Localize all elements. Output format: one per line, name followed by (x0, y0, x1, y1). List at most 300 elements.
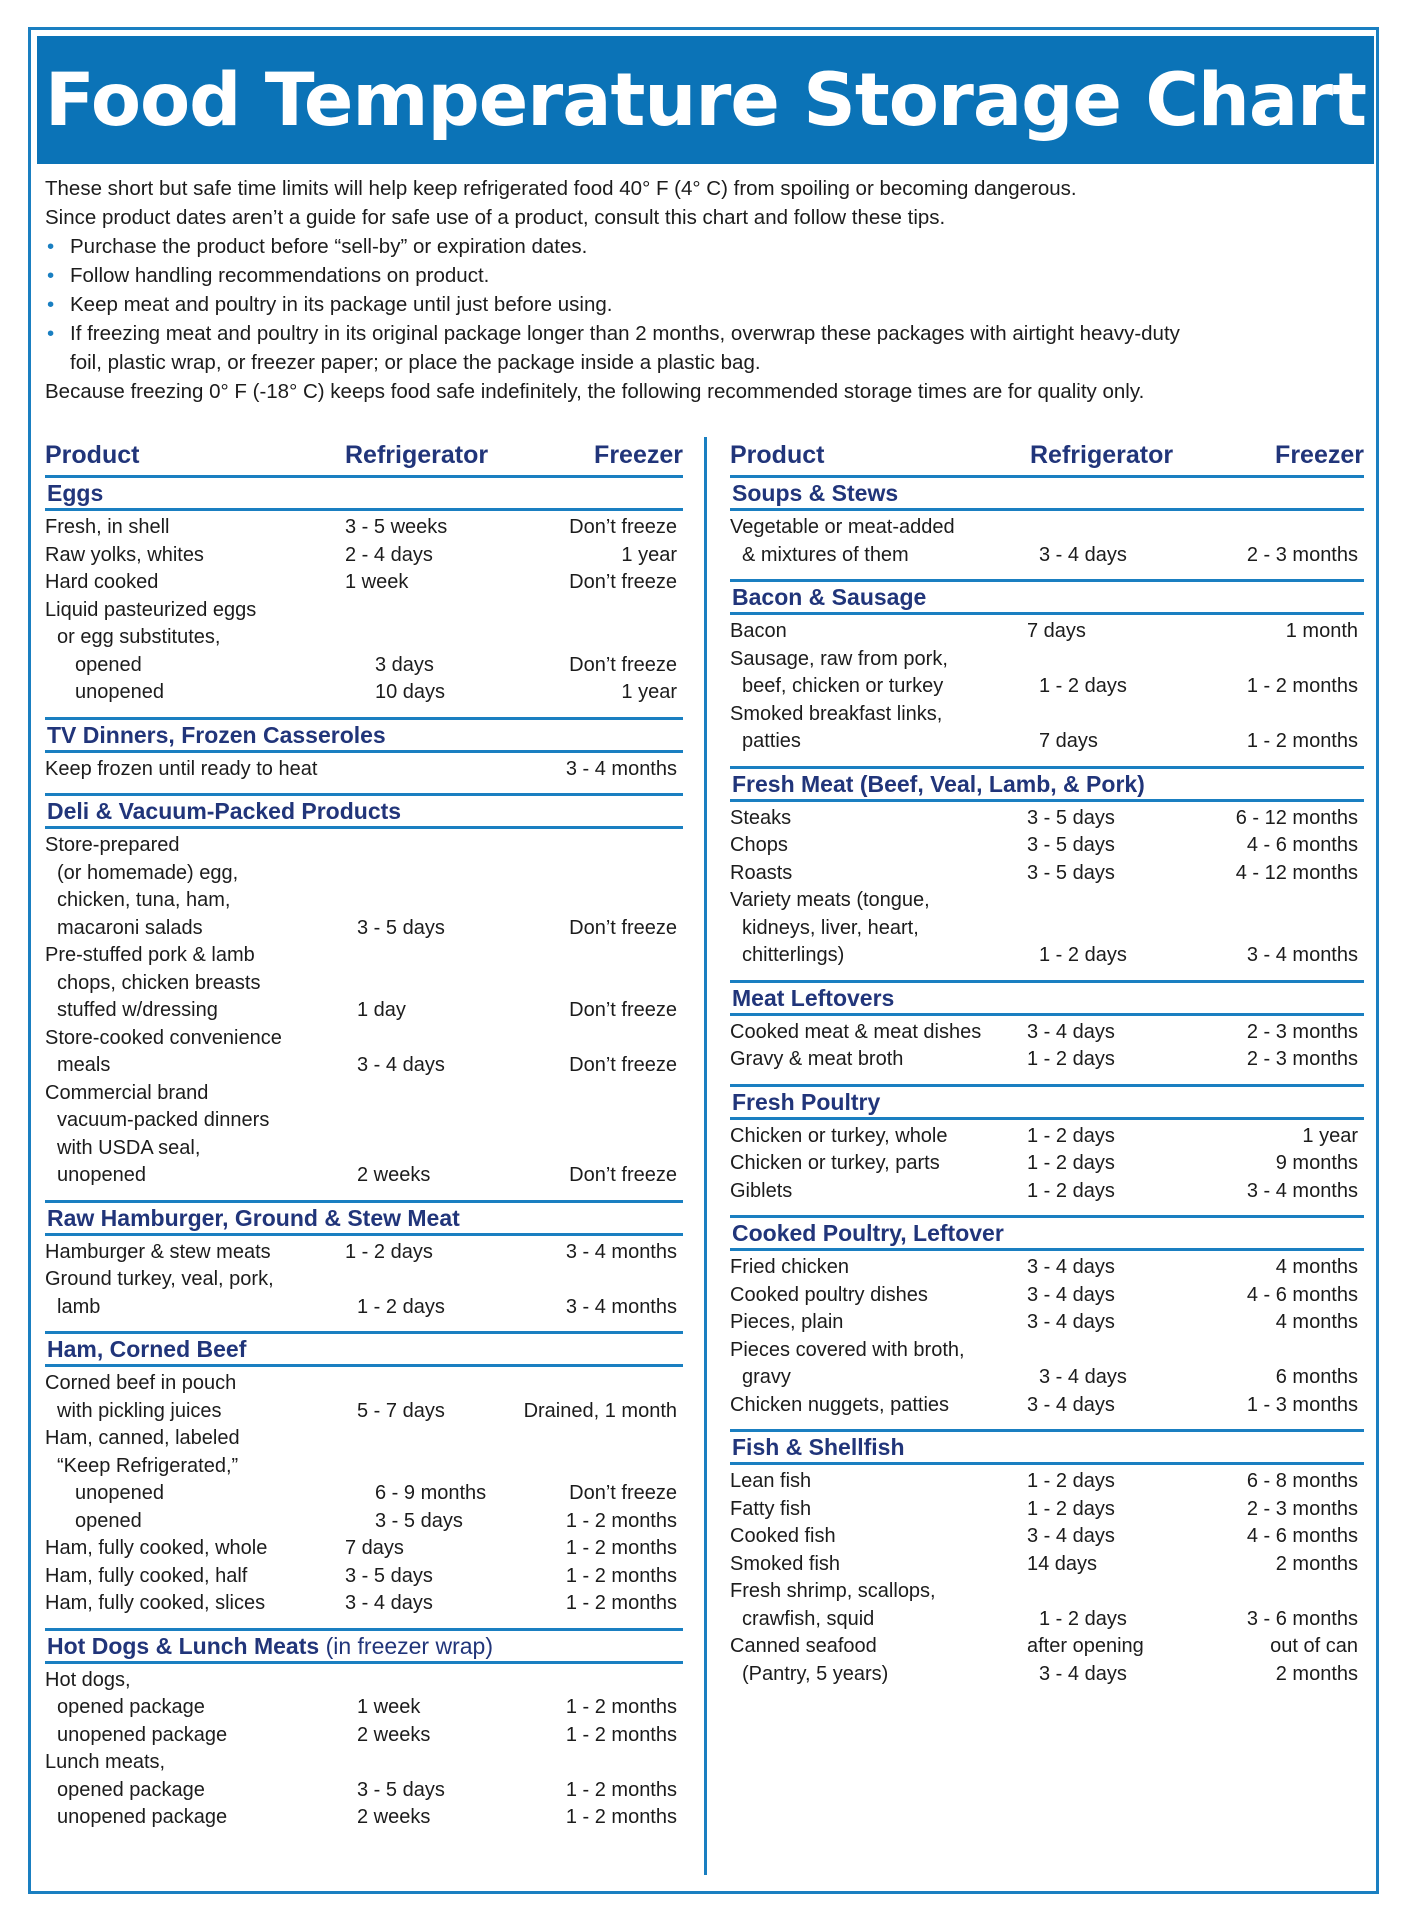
freezer-cell: 4 months (1275, 1256, 1358, 1278)
freezer-cell: 1 year (621, 681, 677, 703)
freezer-cell: 1 year (621, 543, 677, 566)
storage-section (45, 1331, 683, 1626)
freezer-cell: Don’t freeze (569, 1054, 677, 1076)
product-cell: Hot dogs, (45, 1668, 131, 1691)
table-row (45, 1804, 683, 1832)
table-row (730, 618, 1364, 646)
freezer-cell: 1 - 2 months (565, 1778, 677, 1801)
table-row (730, 1123, 1364, 1151)
freezer-cell: 2 - 3 months (1246, 543, 1358, 566)
refrigerator-cell: 3 - 5 days (345, 1564, 433, 1587)
freezer-cell (1358, 701, 1364, 729)
tip-item (45, 290, 1365, 319)
table-row (45, 887, 683, 915)
section-title (730, 980, 1364, 1016)
refrigerator-cell (1027, 514, 1358, 542)
freezer-cell: 1 - 2 months (565, 1592, 677, 1614)
refrigerator-cell (345, 942, 677, 970)
section-rows (730, 1120, 1364, 1214)
section-rows (730, 1251, 1364, 1427)
product-cell: Cooked meat & meat dishes (730, 1020, 982, 1043)
storage-section (730, 475, 1364, 577)
table-row (45, 1162, 683, 1190)
product-cell: Chicken or turkey, whole (730, 1124, 948, 1147)
product-cell: unopened package (57, 1723, 228, 1746)
refrigerator-cell: 1 - 2 days (1039, 675, 1127, 697)
product-cell: lamb (57, 1295, 101, 1318)
freezer-cell (1358, 1337, 1364, 1365)
freezer-cell: 1 - 2 months (1246, 730, 1358, 752)
table-row (45, 514, 683, 542)
product-cell: Fried chicken (730, 1256, 849, 1278)
section-rows (45, 511, 683, 715)
section-title-text: TV Dinners, Frozen Casseroles (47, 721, 386, 748)
bullet-icon: • (47, 322, 55, 345)
section-title (45, 717, 683, 753)
table-row (45, 597, 683, 625)
refrigerator-cell (1027, 1578, 1358, 1606)
table-row (45, 1453, 683, 1481)
product-cell: Ham, fully cooked, slices (45, 1592, 266, 1614)
refrigerator-cell (1027, 887, 1358, 915)
table-row (45, 1749, 683, 1777)
storage-section (730, 980, 1364, 1082)
product-cell: Fresh shrimp, scallops, (730, 1580, 936, 1602)
table-row (730, 514, 1364, 542)
table-row (45, 1563, 683, 1591)
table-row (730, 1633, 1364, 1661)
refrigerator-cell: 1 - 2 days (1027, 1048, 1115, 1070)
refrigerator-cell: 3 - 5 days (357, 916, 445, 939)
product-cell: beef, chicken or turkey (742, 675, 944, 697)
freezer-cell: Don’t freeze (569, 653, 677, 676)
freezer-cell: 3 - 4 months (565, 757, 677, 780)
freezer-cell: 4 months (1275, 1311, 1358, 1333)
refrigerator-cell: 1 - 2 days (1027, 1152, 1115, 1174)
table-row (730, 805, 1364, 833)
table-row (730, 1337, 1364, 1365)
product-cell: chicken, tuna, ham, (57, 889, 231, 911)
storage-section (45, 1628, 683, 1840)
refrigerator-cell: 6 - 9 months (375, 1482, 487, 1504)
product-cell: Store-cooked convenience (45, 1026, 282, 1049)
freezer-cell: Don’t freeze (569, 516, 677, 538)
refrigerator-cell (345, 1749, 677, 1777)
product-cell: vacuum-packed dinners (57, 1109, 270, 1131)
title-banner (37, 36, 1374, 164)
refrigerator-cell (345, 832, 677, 860)
section-title-text: Bacon & Sausage (732, 584, 927, 610)
storage-section (730, 1215, 1364, 1427)
section-rows (45, 1236, 683, 1330)
table-row (730, 1178, 1364, 1206)
refrigerator-cell: 10 days (375, 681, 446, 703)
product-cell: Lean fish (730, 1470, 812, 1492)
refrigerator-cell (357, 1135, 677, 1163)
freezer-cell: 4 - 6 months (1246, 834, 1358, 856)
product-cell: Hard cooked (45, 571, 159, 593)
freezer-cell: 1 - 3 months (1246, 1393, 1358, 1416)
tip-continuation: foil, plastic wrap, or freezer paper; or place the package inside a plastic bag. (70, 351, 761, 374)
table-row (45, 1535, 683, 1563)
tip-text: Purchase the product before “sell-by” or expiration dates. (70, 235, 588, 258)
table-row (730, 1606, 1364, 1634)
product-cell: Pieces, plain (730, 1311, 844, 1333)
table-row (45, 756, 683, 784)
product-cell: Gravy & meat broth (730, 1048, 904, 1070)
freezer-cell: 1 year (1302, 1124, 1358, 1147)
storage-section (45, 475, 683, 715)
refrigerator-cell: 14 days (1027, 1552, 1098, 1575)
freezer-cell: 4 - 6 months (1246, 1283, 1358, 1306)
bullet-icon: • (47, 235, 55, 258)
refrigerator-cell: 2 weeks (357, 1806, 431, 1828)
freezer-cell: 6 - 12 months (1235, 806, 1358, 829)
freezer-cell (677, 624, 683, 652)
freezer-cell: 9 months (1275, 1152, 1358, 1174)
table-row (730, 1661, 1364, 1689)
product-cell: opened package (57, 1696, 205, 1718)
product-cell: meals (57, 1054, 111, 1076)
table-row (45, 624, 683, 652)
table-row (730, 1364, 1364, 1392)
table-row (730, 887, 1364, 915)
refrigerator-cell (345, 597, 677, 625)
product-cell: crawfish, squid (742, 1607, 875, 1630)
column-header (45, 437, 683, 473)
product-cell: Keep frozen until ready to heat (45, 757, 318, 780)
table-row (45, 1266, 683, 1294)
refrigerator-cell (357, 624, 677, 652)
tip-text: Keep meat and poultry in its package until just before using. (70, 293, 613, 316)
freezer-cell (677, 832, 683, 860)
product-cell: Ham, fully cooked, whole (45, 1537, 268, 1559)
freezer-cell (1358, 1578, 1364, 1606)
table-row (45, 679, 683, 707)
refrigerator-cell (1027, 701, 1358, 729)
product-cell: Roasts (730, 861, 793, 884)
refrigerator-cell: 3 - 4 days (1027, 1256, 1115, 1278)
table-row (45, 1694, 683, 1722)
section-title (730, 475, 1364, 511)
refrigerator-cell: 1 week (357, 1696, 421, 1718)
freezer-cell: 2 - 3 months (1246, 1048, 1358, 1070)
table-row (730, 1523, 1364, 1551)
refrigerator-cell: 1 day (357, 999, 406, 1021)
section-title-text: Deli & Vacuum-Packed Products (47, 798, 402, 824)
product-cell: Chicken or turkey, parts (730, 1152, 940, 1174)
table-row (45, 1080, 683, 1108)
refrigerator-cell: 3 days (375, 653, 434, 676)
bullet-icon: • (47, 264, 55, 287)
table-row (45, 1135, 683, 1163)
section-title (730, 579, 1364, 615)
tip-item (45, 232, 1365, 261)
tip-text: Follow handling recommendations on product. (70, 264, 490, 287)
product-cell: unopened package (57, 1806, 228, 1828)
table-row (45, 915, 683, 943)
table-row (730, 701, 1364, 729)
header-refrigerator: Refrigerator (1030, 440, 1174, 469)
refrigerator-cell: 1 - 2 days (1027, 1497, 1115, 1520)
table-row (730, 646, 1364, 674)
freezer-cell (1358, 915, 1364, 943)
refrigerator-cell: 3 - 4 days (1027, 1020, 1115, 1043)
product-cell: opened (75, 653, 142, 676)
page-title: Food Temperature Storage Chart (44, 57, 1367, 143)
product-cell: Commercial brand (45, 1081, 209, 1104)
section-rows (730, 511, 1364, 577)
freezer-cell: Don’t freeze (569, 999, 677, 1021)
section-title (730, 766, 1364, 802)
section-rows (45, 829, 683, 1198)
section-rows (45, 753, 683, 792)
product-cell: opened (75, 1509, 142, 1532)
table-row (730, 915, 1364, 943)
storage-section (45, 717, 683, 792)
table-row (730, 542, 1364, 570)
refrigerator-cell (1027, 1337, 1358, 1365)
freezer-cell: 2 - 3 months (1246, 1497, 1358, 1520)
product-cell: Smoked fish (730, 1552, 841, 1575)
freezer-cell: 2 - 3 months (1246, 1020, 1358, 1043)
tip-item (45, 261, 1365, 290)
freezer-cell (677, 597, 683, 625)
table-row (730, 1551, 1364, 1579)
refrigerator-cell (345, 1025, 677, 1053)
table-row (730, 1578, 1364, 1606)
section-title-text: Eggs (47, 480, 104, 506)
freezer-cell: 1 - 2 months (565, 1723, 677, 1746)
table-row (45, 997, 683, 1025)
section-rows (45, 1367, 683, 1626)
product-cell: kidneys, liver, heart, (742, 916, 919, 939)
product-cell: Pre-stuffed pork & lamb (45, 944, 255, 966)
storage-section (730, 766, 1364, 978)
refrigerator-cell: 7 days (1027, 620, 1086, 642)
table-row (45, 860, 683, 888)
product-cell: Chops (730, 834, 788, 856)
freezer-cell: Drained, 1 month (523, 1399, 677, 1422)
section-title (45, 1628, 683, 1664)
freezer-cell (677, 970, 683, 998)
refrigerator-cell (345, 756, 566, 784)
table-row (730, 1282, 1364, 1310)
section-rows (730, 1016, 1364, 1082)
product-cell: unopened (75, 1482, 164, 1504)
product-cell: Corned beef in pouch (45, 1372, 237, 1394)
freezer-cell: 3 - 6 months (1246, 1607, 1358, 1630)
table-row (45, 970, 683, 998)
refrigerator-cell: 2 - 4 days (345, 543, 433, 566)
product-cell: or egg substitutes, (57, 626, 221, 648)
column-header (730, 437, 1364, 473)
freezer-cell: 1 - 2 months (565, 1537, 677, 1559)
refrigerator-cell: 3 - 5 days (1027, 861, 1115, 884)
table-row (730, 942, 1364, 970)
refrigerator-cell: 3 - 4 days (1027, 1283, 1115, 1306)
freezer-cell: Don’t freeze (569, 1482, 677, 1504)
refrigerator-cell: 1 - 2 days (1027, 1470, 1115, 1492)
refrigerator-cell: 3 - 4 days (1039, 543, 1127, 566)
section-title-text: Fish & Shellfish (732, 1434, 905, 1460)
refrigerator-cell: 3 - 5 days (357, 1778, 445, 1801)
refrigerator-cell: 1 - 2 days (345, 1240, 433, 1263)
tip-text: If freezing meat and poultry in its original package longer than 2 months, overwrap these packages with airtight heavy-duty (70, 322, 1180, 345)
refrigerator-cell: 1 week (345, 571, 409, 593)
refrigerator-cell: 5 - 7 days (357, 1399, 445, 1422)
freezer-cell (677, 1425, 683, 1453)
tip-item (45, 319, 1365, 348)
product-cell: Store-prepared (45, 834, 180, 856)
section-title (730, 1215, 1364, 1251)
refrigerator-cell (357, 1453, 677, 1481)
freezer-cell: 3 - 4 months (565, 1295, 677, 1318)
table-row (45, 832, 683, 860)
freezer-cell: Don’t freeze (569, 916, 677, 939)
column-divider (704, 437, 707, 1875)
table-row (730, 1046, 1364, 1074)
refrigerator-cell (1027, 646, 1358, 674)
table-row (730, 832, 1364, 860)
product-cell: Chicken nuggets, patties (730, 1393, 950, 1416)
table-row (45, 652, 683, 680)
section-title-text: Fresh Meat (Beef, Veal, Lamb, & Pork) (732, 770, 1145, 797)
refrigerator-cell: 3 - 4 days (1027, 1525, 1115, 1547)
freezer-cell (677, 1025, 683, 1053)
intro-line: These short but safe time limits will help keep refrigerated food 40° F (4° C) from spoiling or becoming dangerous. (45, 177, 1077, 200)
freezer-cell: out of can (1270, 1635, 1358, 1657)
refrigerator-cell: 2 weeks (357, 1723, 431, 1746)
refrigerator-cell (345, 1370, 677, 1398)
refrigerator-cell (1039, 915, 1358, 943)
storage-section (45, 1200, 683, 1330)
freezer-cell: 3 - 4 months (1246, 944, 1358, 966)
product-cell: Sausage, raw from pork, (730, 647, 948, 670)
table-row (730, 728, 1364, 756)
table-row (45, 1425, 683, 1453)
product-cell: Pieces covered with broth, (730, 1338, 965, 1361)
freezer-cell: 2 months (1275, 1662, 1358, 1685)
product-cell: stuffed w/dressing (57, 999, 218, 1021)
section-title (730, 1084, 1364, 1120)
refrigerator-cell (345, 1266, 677, 1294)
product-cell: Ham, fully cooked, half (45, 1564, 248, 1587)
refrigerator-cell (357, 970, 677, 998)
section-title-text: Meat Leftovers (732, 984, 895, 1011)
product-cell: Ground turkey, veal, pork, (45, 1268, 274, 1290)
refrigerator-cell: 1 - 2 days (357, 1295, 445, 1318)
product-cell: Ham, canned, labeled (45, 1427, 240, 1449)
product-cell: Variety meats (tongue, (730, 889, 930, 911)
product-cell: with USDA seal, (57, 1136, 201, 1159)
header-product: Product (730, 440, 825, 469)
freezer-cell (677, 887, 683, 915)
refrigerator-cell: after opening (1027, 1635, 1144, 1657)
refrigerator-cell: 1 - 2 days (1027, 1124, 1115, 1147)
refrigerator-cell (345, 1667, 677, 1695)
freezer-cell (677, 1135, 683, 1163)
freezer-cell: 6 months (1275, 1366, 1358, 1388)
section-rows (730, 1465, 1364, 1696)
refrigerator-cell: 3 - 4 days (1039, 1366, 1127, 1388)
section-title (45, 1200, 683, 1236)
product-cell: Smoked breakfast links, (730, 702, 943, 725)
refrigerator-cell: 3 - 5 weeks (345, 516, 448, 538)
table-row (730, 1496, 1364, 1524)
table-row (730, 1150, 1364, 1178)
table-row (45, 1294, 683, 1322)
table-row (45, 1480, 683, 1508)
freezer-cell (677, 1080, 683, 1108)
section-title-text: Soups & Stews (732, 480, 899, 506)
table-row (730, 1254, 1364, 1282)
freezer-cell (677, 1266, 683, 1294)
freezer-cell (677, 942, 683, 970)
product-cell: Raw yolks, whites (45, 543, 204, 566)
refrigerator-cell: 1 - 2 days (1027, 1179, 1115, 1202)
table-row (45, 1777, 683, 1805)
product-cell: “Keep Refrigerated,” (57, 1454, 239, 1477)
product-cell: Cooked poultry dishes (730, 1283, 928, 1306)
refrigerator-cell: 7 days (345, 1537, 404, 1559)
product-cell: chops, chicken breasts (57, 971, 261, 994)
freezer-cell (1358, 646, 1364, 674)
freezer-cell: 1 - 2 months (565, 1564, 677, 1587)
freezer-cell (677, 1667, 683, 1695)
refrigerator-cell (345, 1425, 677, 1453)
product-cell: unopened (75, 681, 164, 703)
freezer-cell (677, 1453, 683, 1481)
refrigerator-cell: 1 - 2 days (1039, 944, 1127, 966)
product-cell: with pickling juices (57, 1399, 222, 1422)
table-row (730, 1392, 1364, 1420)
product-cell: & mixtures of them (742, 543, 909, 566)
freezer-cell (677, 1370, 683, 1398)
table-row (45, 942, 683, 970)
section-rows (730, 802, 1364, 978)
table-row (45, 542, 683, 570)
section-title (45, 475, 683, 511)
freezer-cell (677, 860, 683, 888)
product-cell: macaroni salads (57, 916, 203, 939)
table-row (730, 1309, 1364, 1337)
product-cell: (or homemade) egg, (57, 861, 239, 884)
refrigerator-cell: 1 - 2 days (1039, 1607, 1127, 1630)
section-title-text: Ham, Corned Beef (47, 1336, 247, 1362)
table-row (730, 673, 1364, 701)
table-row (45, 1722, 683, 1750)
section-title (45, 1331, 683, 1367)
bullet-icon: • (47, 293, 55, 316)
storage-section (730, 1429, 1364, 1696)
product-cell: Hamburger & stew meats (45, 1240, 271, 1263)
refrigerator-cell (357, 1107, 677, 1135)
section-title-text: Fresh Poultry (732, 1088, 881, 1115)
freezer-cell (1358, 887, 1364, 915)
freezer-cell: 1 - 2 months (565, 1509, 677, 1532)
refrigerator-cell (357, 887, 677, 915)
freezer-cell: 4 - 6 months (1246, 1525, 1358, 1547)
product-cell: gravy (742, 1366, 791, 1388)
freezer-cell: 3 - 4 months (1246, 1179, 1358, 1202)
header-freezer: Freezer (1275, 440, 1364, 469)
intro-line: Since product dates aren’t a guide for safe use of a product, consult this chart and follow these tips. (45, 206, 946, 229)
product-cell: Bacon (730, 620, 787, 642)
table-row (45, 1370, 683, 1398)
section-title-text: Hot Dogs & Lunch Meats (47, 1632, 320, 1659)
freezer-cell: Don’t freeze (569, 571, 677, 593)
